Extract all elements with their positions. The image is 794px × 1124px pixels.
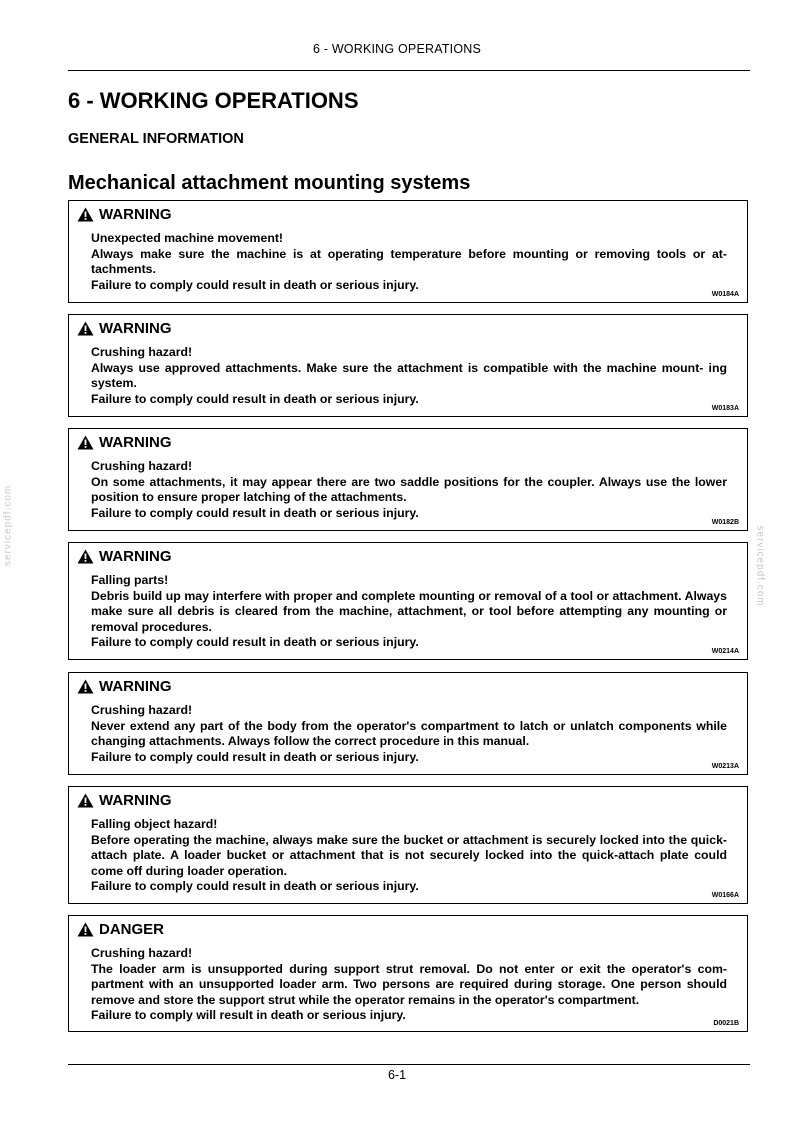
notice-line: Failure to comply could result in death or serious injury. — [91, 277, 419, 292]
notice-code: W0214A — [711, 648, 739, 655]
danger-notice — [68, 915, 748, 1032]
notice-heading — [77, 921, 164, 938]
warning-triangle-icon — [77, 679, 94, 694]
warning-notice — [68, 200, 748, 303]
notice-line: Failure to comply could result in death or serious injury. — [91, 391, 419, 406]
notice-line: Falling parts! — [91, 573, 169, 587]
notice-label: WARNING — [99, 434, 172, 451]
notice-code: W0184A — [711, 291, 739, 298]
notice-label: WARNING — [99, 548, 172, 565]
footer-rule — [68, 1064, 750, 1065]
notice-code: W0182B — [711, 519, 739, 526]
notice-line: Before operating the machine, always make sure the bucket or attachment is securely locked into the quick-attach plate. A loader bucket or attachment that is not securely locked into the quick-attach plate could come off during loader operation. — [91, 832, 727, 878]
warning-triangle-icon — [77, 922, 94, 937]
notice-body — [91, 573, 727, 651]
chapter-title: 6 - WORKING OPERATIONS — [68, 88, 359, 113]
notice-body — [91, 817, 727, 895]
notice-code: D0021B — [713, 1020, 739, 1027]
notice-line: Failure to comply could result in death or serious injury. — [91, 749, 419, 764]
warning-notice — [68, 786, 748, 904]
notice-body — [91, 231, 727, 293]
notice-line: Failure to comply will result in death or serious injury. — [91, 1008, 406, 1022]
section-title: GENERAL INFORMATION — [68, 131, 244, 147]
notice-label: WARNING — [99, 320, 172, 337]
notice-line: Crushing hazard! — [91, 703, 193, 717]
notice-label: WARNING — [99, 792, 172, 809]
notice-label: WARNING — [99, 678, 172, 695]
notice-line: On some attachments, it may appear there are two saddle positions for the coupler. Always use the lower position to ensure proper latching of the attachments. — [91, 474, 727, 504]
warning-notice — [68, 542, 748, 660]
warning-triangle-icon — [77, 207, 94, 222]
notice-line: Always make sure the machine is at operating temperature before mounting or removing tools or at- tachments. — [91, 246, 727, 276]
notice-label: DANGER — [99, 921, 165, 938]
notice-heading — [77, 434, 172, 451]
notice-code: W0166A — [711, 892, 739, 899]
watermark-left: servicepdf.com — [2, 484, 14, 566]
notice-label: WARNING — [99, 206, 172, 223]
notice-line: Crushing hazard! — [91, 459, 193, 473]
notice-heading — [77, 548, 172, 565]
notice-body — [91, 345, 727, 407]
notice-body — [91, 703, 727, 765]
notice-code: W0183A — [711, 405, 739, 412]
notice-body — [91, 946, 727, 1024]
notice-heading — [77, 206, 172, 223]
warning-triangle-icon — [77, 793, 94, 808]
notice-heading — [77, 792, 172, 809]
notice-line: Crushing hazard! — [91, 345, 193, 359]
warning-triangle-icon — [77, 435, 94, 450]
warning-notice — [68, 672, 748, 775]
header-rule — [68, 70, 750, 71]
topic-title: Mechanical attachment mounting systems — [68, 172, 471, 194]
notice-line: Failure to comply could result in death or serious injury. — [91, 879, 419, 893]
watermark-right: servicepdf.com — [754, 525, 766, 607]
notice-line: Debris build up may interfere with proper and complete mounting or removal of a tool or attachment. Always make sure all debris is cleared from the machine, attachment, or tool before attempting any mounting or removal procedures. — [91, 588, 727, 634]
notice-line: Failure to comply could result in death or serious injury. — [91, 635, 419, 649]
notice-code: W0213A — [711, 763, 739, 770]
notice-line: Falling object hazard! — [91, 817, 218, 831]
notice-line: Failure to comply could result in death or serious injury. — [91, 505, 419, 520]
notice-line: Never extend any part of the body from the operator's compartment to latch or unlatch components while changing attachments. Always follow the correct procedure in this manual. — [91, 718, 727, 748]
notice-line: Unexpected machine movement! — [91, 231, 284, 245]
warning-triangle-icon — [77, 549, 94, 564]
notice-heading — [77, 678, 172, 695]
warning-notice — [68, 428, 748, 531]
notice-line: The loader arm is unsupported during support strut removal. Do not enter or exit the operator's com- partment with an unsupported loader arm. Two persons are required during storage. One person should remove and store the support strut while the operator remains in the operator's compartment. — [91, 961, 727, 1007]
warning-notice — [68, 314, 748, 417]
warning-triangle-icon — [77, 321, 94, 336]
notice-line: Always use approved attachments. Make sure the attachment is compatible with the machine mount- ing system. — [91, 360, 727, 390]
running-header: 6 - WORKING OPERATIONS — [312, 42, 482, 56]
notice-heading — [77, 320, 172, 337]
page-number: 6-1 — [387, 1068, 407, 1082]
notice-body — [91, 459, 727, 521]
notice-line: Crushing hazard! — [91, 946, 193, 960]
